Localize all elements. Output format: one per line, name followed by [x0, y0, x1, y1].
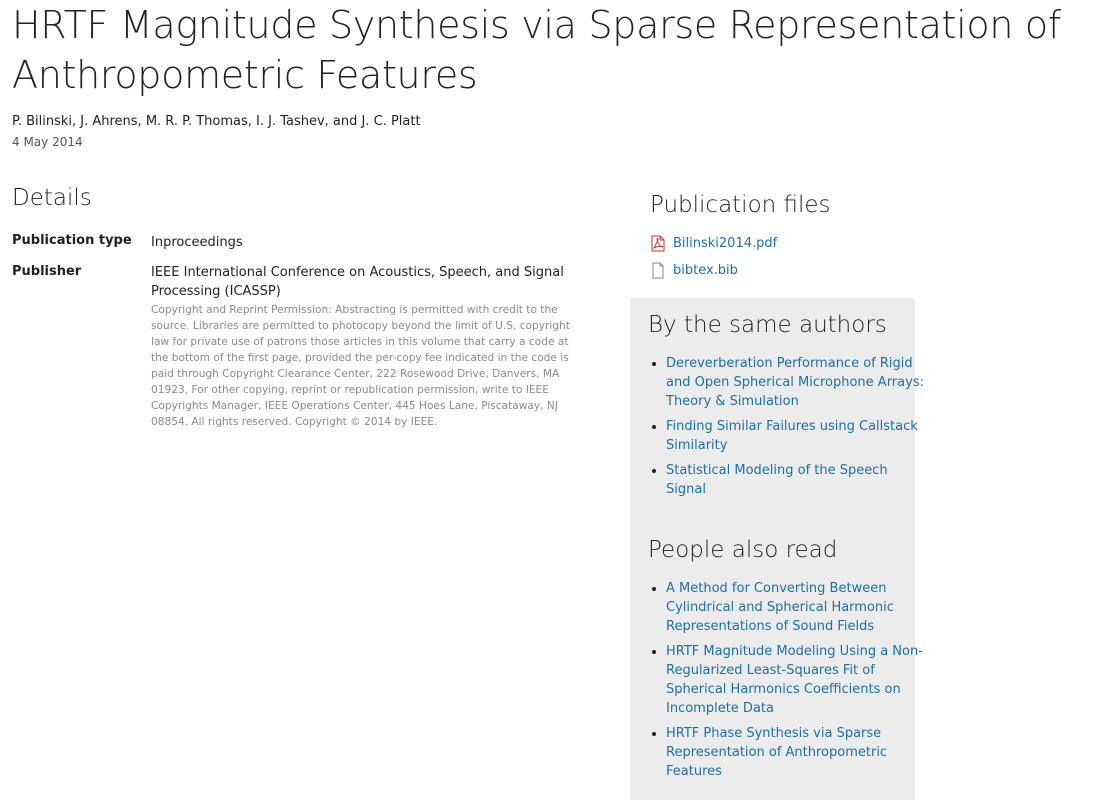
same-authors-link-3[interactable]: Statistical Modeling of the Speech Signal — [666, 463, 888, 497]
title-line-2: Anthropometric Features — [12, 53, 478, 97]
publisher-value: IEEE International Conference on Acoustics, Speech, and Signal Processing (ICASSP) — [151, 265, 564, 299]
also-read-link-1[interactable]: A Method for Converting Between Cylindrical and Spherical Harmonic Representations of Sound Fields — [666, 581, 894, 634]
publisher-label: Publisher — [12, 264, 82, 279]
related-sidebar — [630, 298, 924, 800]
pdf-file-icon — [650, 235, 666, 252]
copyright-notice: Copyright and Reprint Permission: Abstracting is permitted with credit to the source. Libraries are permitted to photocopy beyond the limit of U.S. copyright law for private use of patrons those articles in this volume that carry a code at the bottom of the first page, provided the per-copy fee indicated in the code is paid through Copyright Clearance Center, 222 Rosewood Drive, Danvers, MA 01923. For other copying, reprint or republication permission, write to IEEE Copyrights Manager, IEEE Operations Center, 445 Hoes Lane, Piscataway, NJ 08854. All rights reserved. Copyright © 2014 by IEEE. — [151, 304, 570, 428]
same-authors-heading: By the same authors — [648, 312, 887, 338]
list-item — [666, 579, 928, 636]
document-icon — [650, 262, 666, 279]
file-item-pdf[interactable] — [650, 235, 777, 252]
also-read-list — [648, 579, 928, 787]
also-read-heading: People also read — [648, 537, 838, 563]
list-item — [666, 642, 928, 718]
publication-files-heading: Publication files — [650, 192, 831, 218]
page-title — [12, 0, 1112, 100]
title-line-1: HRTF Magnitude Synthesis via Sparse Representation of — [12, 3, 1061, 47]
list-item — [666, 354, 928, 411]
file-item-bib[interactable] — [650, 262, 738, 279]
same-authors-link-2[interactable]: Finding Similar Failures using Callstack Similarity — [666, 419, 918, 453]
publication-type-label: Publication type — [12, 233, 132, 248]
also-read-link-3[interactable]: HRTF Phase Synthesis via Sparse Representation of Anthropometric Features — [666, 726, 888, 779]
list-item — [666, 461, 928, 499]
publication-date: 4 May 2014 — [12, 135, 83, 149]
authors: P. Bilinski, J. Ahrens, M. R. P. Thomas, I. J. Tashev, and J. C. Platt — [12, 114, 421, 129]
file-link-pdf[interactable]: Bilinski2014.pdf — [673, 236, 778, 251]
file-link-bib[interactable]: bibtex.bib — [673, 263, 738, 278]
same-authors-list — [648, 354, 928, 505]
also-read-link-2[interactable]: HRTF Magnitude Modeling Using a Non-Regularized Least-Squares Fit of Spherical Harmonics Coefficients on Incomplete Data — [666, 644, 923, 716]
same-authors-link-1[interactable]: Dereverberation Performance of Rigid and Open Spherical Microphone Arrays: Theory & Simulation — [666, 356, 924, 409]
list-item — [666, 417, 928, 455]
list-item — [666, 724, 928, 781]
details-heading: Details — [12, 185, 92, 211]
publication-type-value: Inproceedings — [151, 235, 243, 250]
